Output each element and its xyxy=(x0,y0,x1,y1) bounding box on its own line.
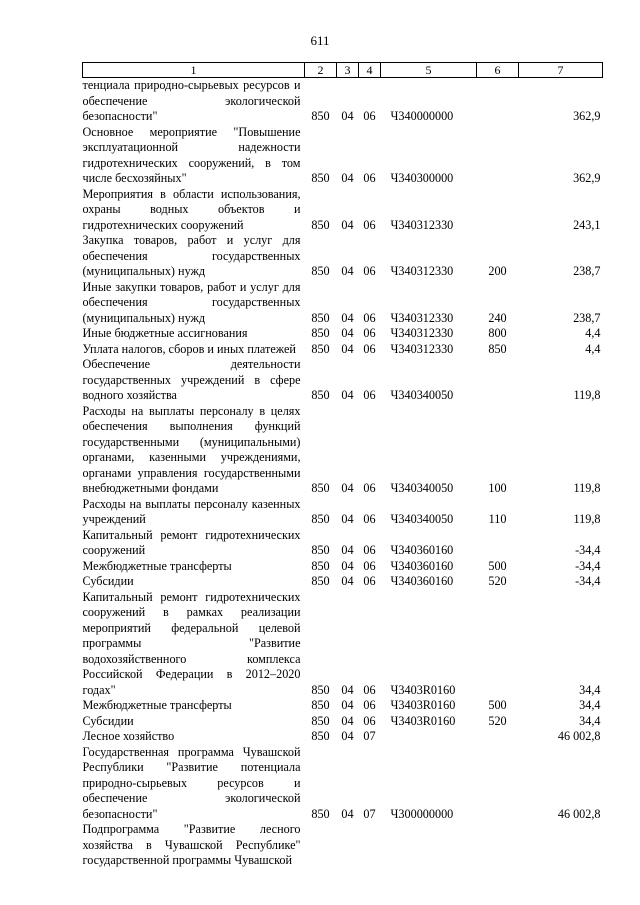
ministry-code: 850 xyxy=(311,543,330,557)
target-item-code: Ч340300000 xyxy=(390,171,454,185)
target-item-code: Ч340312330 xyxy=(390,326,454,340)
target-item-code xyxy=(381,729,477,745)
ministry-code: 850 xyxy=(311,806,330,821)
target-item-code: Ч340360160 xyxy=(390,543,454,557)
amount: 119,8 xyxy=(573,388,601,402)
item-name: Межбюджетные трансферты xyxy=(82,558,232,573)
amount: 4,4 xyxy=(585,341,601,356)
amount: -34,4 xyxy=(575,574,601,588)
table-row xyxy=(83,280,603,327)
header-col-4: 4 xyxy=(359,63,381,78)
ministry-code: 850 xyxy=(311,171,330,185)
amount: 238,7 xyxy=(573,310,601,325)
subsection-code: 06 xyxy=(363,543,376,557)
expense-type-code: 850 xyxy=(488,341,507,356)
ministry-code: 850 xyxy=(311,512,330,526)
ministry-code: 850 xyxy=(311,481,330,495)
expense-type-code: 100 xyxy=(488,481,507,495)
subsection-code: 06 xyxy=(363,558,376,573)
amount: 119,8 xyxy=(573,512,601,526)
subsection-code: 07 xyxy=(363,806,376,821)
section-code: 04 xyxy=(341,682,354,697)
subsection-code: 06 xyxy=(363,682,376,697)
item-name: Субсидии xyxy=(82,574,134,588)
expense-type-code xyxy=(477,187,519,234)
item-name: Закупка товаров, работ и услуг для обеспечения государственных (муниципальных) нужд xyxy=(82,233,301,278)
amount: 362,9 xyxy=(573,171,601,185)
header-col-6: 6 xyxy=(477,63,519,78)
expense-type-code: 110 xyxy=(488,512,507,526)
item-name: Капитальный ремонт гидротехнических сооружений в рамках реализации мероприятий федеральной целевой программы "Развитие водохозяйственного комплекса Российской Федерации в 2012–2020 годах" xyxy=(82,589,301,697)
amount: -34,4 xyxy=(575,543,601,557)
amount: 34,4 xyxy=(579,713,601,728)
item-name: Иные закупки товаров, работ и услуг для обеспечения государственных (муниципальных) нужд xyxy=(82,279,301,325)
table-row xyxy=(83,559,603,575)
item-name: Подпрограмма "Развитие лесного хозяйства в Чувашской Республике" государственной программы Чувашской xyxy=(82,822,301,867)
table-row xyxy=(83,326,603,342)
section-code: 04 xyxy=(341,481,354,495)
subsection-code: 06 xyxy=(363,326,376,340)
ministry-code: 850 xyxy=(311,574,330,588)
expense-type-code: 800 xyxy=(488,326,507,340)
amount xyxy=(519,822,603,869)
amount: 46 002,8 xyxy=(557,729,601,743)
expense-type-code xyxy=(477,125,519,187)
target-item-code: Ч340340050 xyxy=(390,388,454,402)
table-row xyxy=(83,729,603,745)
table-row xyxy=(83,574,603,590)
section-code: 04 xyxy=(341,217,354,232)
section-code: 04 xyxy=(341,713,354,728)
expense-type-code: 520 xyxy=(488,574,507,588)
target-item-code: Ч3403R0160 xyxy=(390,698,456,712)
table-row xyxy=(83,404,603,497)
amount: 46 002,8 xyxy=(557,806,601,821)
target-item-code: Ч340312330 xyxy=(390,310,454,325)
ministry-code: 850 xyxy=(311,682,330,697)
table-row xyxy=(83,745,603,823)
section-code: 04 xyxy=(341,806,354,821)
header-col-7: 7 xyxy=(519,63,603,78)
target-item-code: Ч340312330 xyxy=(390,217,454,232)
item-name: Обеспечение деятельности государственных учреждений в сфере водного хозяйства xyxy=(82,357,301,402)
header-col-5: 5 xyxy=(381,63,477,78)
budget-table xyxy=(82,62,603,869)
subsection-code: 06 xyxy=(363,698,376,712)
subsection-code: 06 xyxy=(363,481,376,495)
expense-type-code: 500 xyxy=(488,558,507,573)
ministry-code: 850 xyxy=(311,388,330,402)
subsection-code: 06 xyxy=(363,574,376,588)
table-row xyxy=(83,187,603,234)
table-row xyxy=(83,714,603,730)
item-name: Лесное хозяйство xyxy=(82,729,175,743)
expense-type-code xyxy=(477,745,519,823)
item-name: Капитальный ремонт гидротехнических сооружений xyxy=(82,527,301,557)
item-name: Субсидии xyxy=(82,713,134,728)
section-code: 04 xyxy=(341,109,354,123)
header-col-1: 1 xyxy=(83,63,305,78)
amount: -34,4 xyxy=(575,558,601,573)
table-row xyxy=(83,125,603,187)
section-code: 04 xyxy=(341,264,354,278)
target-item-code xyxy=(381,822,477,869)
table-row xyxy=(83,357,603,404)
target-item-code: Ч340360160 xyxy=(390,558,454,573)
section-code: 04 xyxy=(341,543,354,557)
ministry-code: 850 xyxy=(311,109,330,123)
expense-type-code xyxy=(477,590,519,699)
target-item-code: Ч340312330 xyxy=(390,264,454,278)
amount: 119,8 xyxy=(573,481,601,495)
expense-type-code xyxy=(477,357,519,404)
ministry-code: 850 xyxy=(311,729,330,743)
subsection-code: 06 xyxy=(363,264,376,278)
table-row xyxy=(83,822,603,869)
item-name: Межбюджетные трансферты xyxy=(82,698,232,712)
table-row xyxy=(83,590,603,699)
table-row xyxy=(83,698,603,714)
expense-type-code: 200 xyxy=(488,264,507,278)
section-code: 04 xyxy=(341,558,354,573)
expense-type-code: 500 xyxy=(488,698,507,712)
expense-type-code xyxy=(477,78,519,125)
table-row xyxy=(83,497,603,528)
subsection-code: 06 xyxy=(363,388,376,402)
item-name: Основное мероприятие "Повышение эксплуатационной надежности гидротехнических сооружений, в том числе бесхозяйных" xyxy=(82,124,301,185)
subsection-code: 06 xyxy=(363,512,376,526)
target-item-code: Ч3403R0160 xyxy=(390,682,456,697)
target-item-code: Ч340360160 xyxy=(390,574,454,588)
item-name: Мероприятия в области использования, охраны водных объектов и гидротехнических сооружений xyxy=(82,186,301,232)
expense-type-code: 520 xyxy=(488,713,507,728)
target-item-code: Ч340340050 xyxy=(390,512,454,526)
amount: 362,9 xyxy=(573,109,601,123)
ministry-code: 850 xyxy=(311,310,330,325)
expense-type-code xyxy=(477,822,519,869)
ministry-code: 850 xyxy=(311,264,330,278)
subsection-code xyxy=(359,822,381,869)
target-item-code: Ч300000000 xyxy=(390,806,454,821)
table-row xyxy=(83,78,603,125)
subsection-code: 06 xyxy=(363,171,376,185)
expense-type-code: 240 xyxy=(488,310,507,325)
ministry-code: 850 xyxy=(311,698,330,712)
header-col-2: 2 xyxy=(305,63,337,78)
ministry-code: 850 xyxy=(311,326,330,340)
item-name: тенциала природно-сырьевых ресурсов и обеспечение экологической безопасности" xyxy=(82,78,301,123)
table-header-row xyxy=(83,63,603,78)
subsection-code: 06 xyxy=(363,109,376,123)
expense-type-code xyxy=(477,729,519,745)
item-name: Расходы на выплаты персоналу в целях обеспечения выполнения функций государственными (муниципальными) органами, казенными учреждениями, органами управления государственными внебюджетными фондами xyxy=(82,403,301,495)
target-item-code: Ч340000000 xyxy=(390,109,454,123)
ministry-code: 850 xyxy=(311,217,330,232)
amount: 34,4 xyxy=(579,698,601,712)
section-code: 04 xyxy=(341,310,354,325)
item-name: Расходы на выплаты персоналу казенных учреждений xyxy=(82,496,301,526)
table-row xyxy=(83,233,603,280)
subsection-code: 06 xyxy=(363,310,376,325)
target-item-code: Ч340312330 xyxy=(390,341,454,356)
amount: 243,1 xyxy=(573,217,601,232)
expense-type-code xyxy=(477,528,519,559)
subsection-code: 06 xyxy=(363,713,376,728)
table-row xyxy=(83,342,603,358)
section-code: 04 xyxy=(341,341,354,356)
amount: 4,4 xyxy=(585,326,601,340)
ministry-code: 850 xyxy=(311,341,330,356)
section-code: 04 xyxy=(341,574,354,588)
table-row xyxy=(83,528,603,559)
section-code xyxy=(337,822,359,869)
page-number: 611 xyxy=(310,33,330,48)
target-item-code: Ч340340050 xyxy=(390,481,454,495)
ministry-code xyxy=(305,822,337,869)
subsection-code: 07 xyxy=(363,729,376,743)
item-name: Государственная программа Чувашской Республики "Развитие потенциала природно-сырьевых ресурсов и обеспечение экологической безопасности" xyxy=(82,744,301,821)
section-code: 04 xyxy=(341,326,354,340)
item-name: Иные бюджетные ассигнования xyxy=(82,326,248,340)
section-code: 04 xyxy=(341,698,354,712)
ministry-code: 850 xyxy=(311,713,330,728)
amount: 238,7 xyxy=(573,264,601,278)
header-col-3: 3 xyxy=(337,63,359,78)
section-code: 04 xyxy=(341,171,354,185)
section-code: 04 xyxy=(341,388,354,402)
amount: 34,4 xyxy=(579,682,601,697)
item-name: Уплата налогов, сборов и иных платежей xyxy=(82,341,296,356)
ministry-code: 850 xyxy=(311,558,330,573)
section-code: 04 xyxy=(341,729,354,743)
section-code: 04 xyxy=(341,512,354,526)
subsection-code: 06 xyxy=(363,341,376,356)
target-item-code: Ч3403R0160 xyxy=(390,713,456,728)
subsection-code: 06 xyxy=(363,217,376,232)
